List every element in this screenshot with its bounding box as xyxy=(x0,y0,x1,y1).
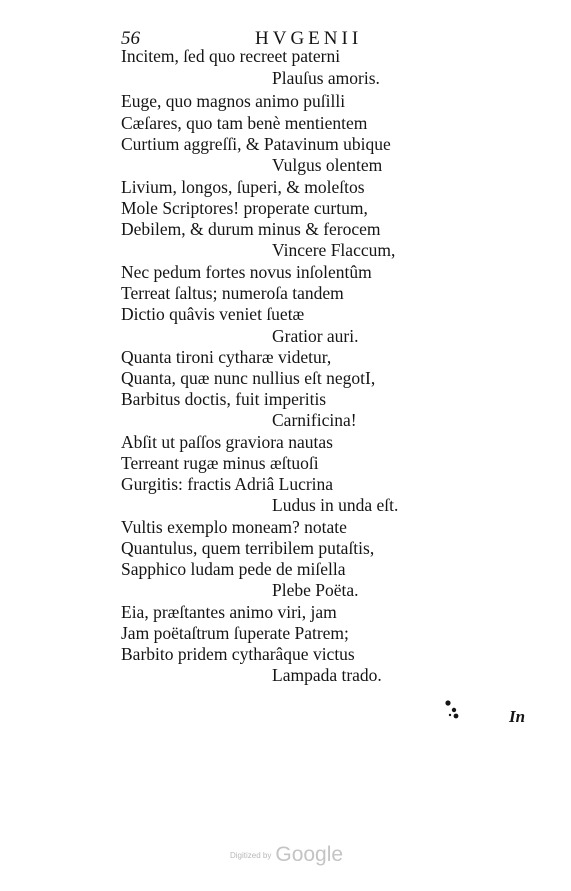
verse-line: Euge, quo magnos animo puſilli xyxy=(121,91,346,111)
verse-line-short: Plebe Poëta. xyxy=(272,580,359,600)
ink-blot-ornament-icon xyxy=(443,699,463,721)
verse-line: Barbitus doctis, fuit imperitis xyxy=(121,389,327,409)
verse-line: Quanta, quæ nunc nullius eſt negotI, xyxy=(121,368,376,388)
verse-line: Curtium aggreſſi, & Patavinum ubique xyxy=(121,134,391,154)
verse-line: Eia, præſtantes animo viri, jam xyxy=(121,602,337,622)
running-head: HVGENII xyxy=(255,28,363,49)
verse-line: Sapphico ludam pede de miſella xyxy=(121,559,346,579)
verse-line: Quanta tironi cytharæ videtur, xyxy=(121,347,332,367)
catchword: In xyxy=(509,707,526,726)
verse-line-short: Ludus in unda eſt. xyxy=(272,495,399,515)
verse-line: Terreat ſaltus; numeroſa tandem xyxy=(121,283,344,303)
verse-line: Quantulus, quem terribilem putaſtis, xyxy=(121,538,375,558)
page-number: 56 xyxy=(121,28,140,49)
verse-line-short: Gratior auri. xyxy=(272,326,359,346)
digitized-label: Digitized by xyxy=(230,850,272,860)
verse-line: Incitem, ſed quo recreet paterni xyxy=(121,46,341,66)
verse-line-short: Vincere Flaccum, xyxy=(272,240,396,260)
verse-line: Abſit ut paſſos graviora nautas xyxy=(121,432,333,452)
verse-line: Livium, longos, ſuperi, & moleſtos xyxy=(121,177,365,197)
verse-line-short: Vulgus olentem xyxy=(272,155,383,175)
verse-line-short: Carnificina! xyxy=(272,410,357,430)
verse-line-short: Plauſus amoris. xyxy=(272,68,380,88)
verse-line: Dictio quâvis veniet ſuetæ xyxy=(121,304,305,324)
verse-line: Jam poëtaſtrum ſuperate Patrem; xyxy=(121,623,349,643)
verse-line: Cæſares, quo tam benè mentientem xyxy=(121,113,368,133)
verse-line: Terreant rugæ minus æſtuoſi xyxy=(121,453,319,473)
verse-line-short: Lampada trado. xyxy=(272,665,382,685)
google-logo-text: Google xyxy=(275,843,344,866)
verse-line: Barbito pridem cytharâque victus xyxy=(121,644,355,664)
verse-line: Debilem, & durum minus & ferocem xyxy=(121,219,381,239)
verse-line: Vultis exemplo moneam? notate xyxy=(121,517,347,537)
digitized-by-google-watermark xyxy=(230,843,343,869)
verse-line: Gurgitis: fractis Adriâ Lucrina xyxy=(121,474,334,494)
verse-line: Nec pedum fortes novus inſolentûm xyxy=(121,262,372,282)
verse-line: Mole Scriptores! properate curtum, xyxy=(121,198,368,218)
